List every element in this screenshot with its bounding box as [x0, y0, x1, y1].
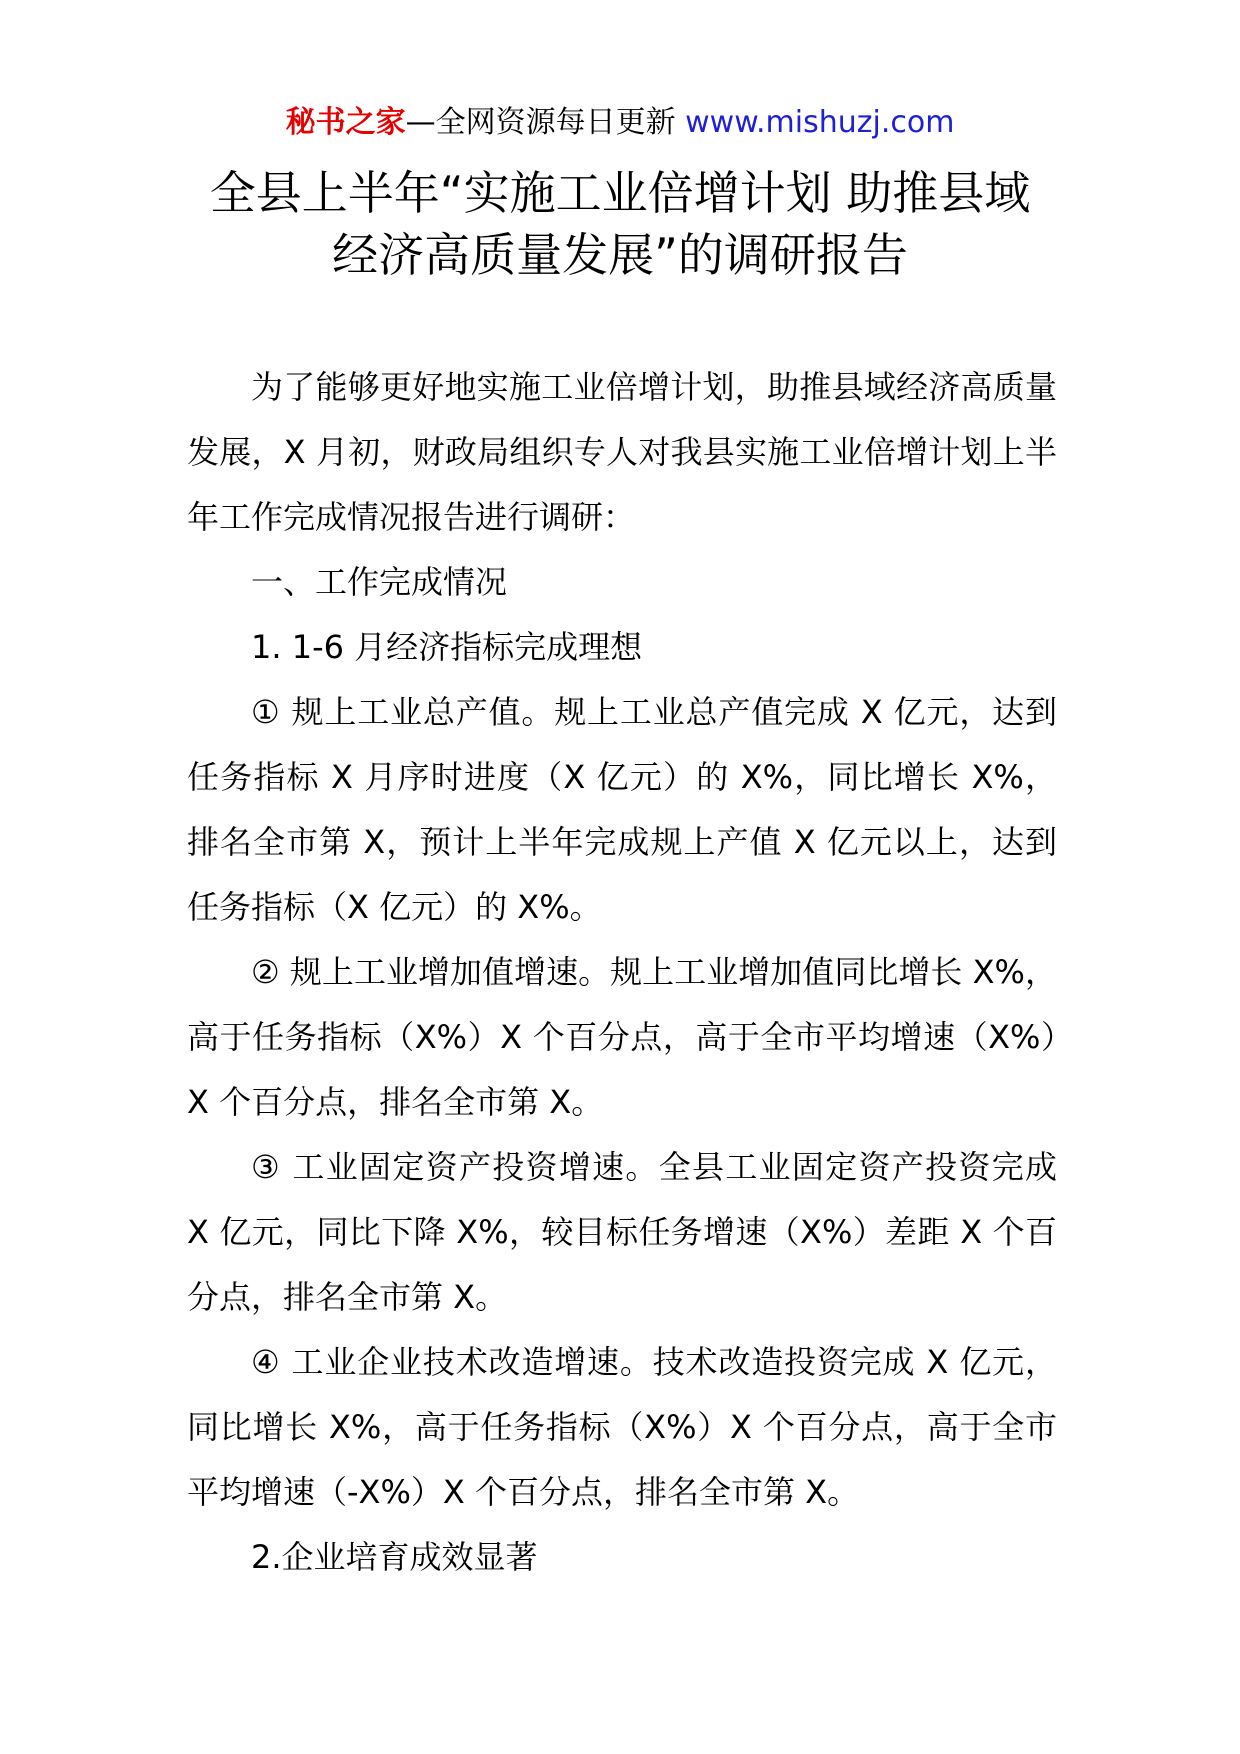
title-line-2: 经济高质量发展”的调研报告 — [332, 228, 908, 282]
subheading-enterprise-cultivation: 2.企业培育成效显著 — [251, 1538, 538, 1576]
subheading-economic-indicators: 1. 1-6 月经济指标完成理想 — [251, 628, 643, 666]
site-url-link[interactable]: www.mishuzj.com — [685, 105, 955, 140]
document-title — [150, 162, 1090, 286]
intro-paragraph: 为了能够更好地实施工业倍增计划，助推县域经济高质量发展，X 月初，财政局组织专人对我县实施工业倍增计划上半年工作完成情况报告进行调研： — [187, 368, 1057, 536]
paragraph-industrial-output: ① 规上工业总产值。规上工业总产值完成 X 亿元，达到任务指标 X 月序时进度（X 亿元）的 X%，同比增长 X%，排名全市第 X，预计上半年完成规上产值 X 亿元以上，达到任务指标（X 亿元）的 X%。 — [187, 693, 1057, 926]
section-heading-work-completion: 一、工作完成情况 — [251, 563, 508, 601]
document-body — [187, 355, 1057, 1590]
site-header — [0, 100, 1240, 146]
title-line-1: 全县上半年“实施工业倍增计划 助推县域 — [209, 166, 1031, 220]
paragraph-value-added-growth: ② 规上工业增加值增速。规上工业增加值同比增长 X%，高于任务指标（X%）X 个百分点，高于全市平均增速（X%）X 个百分点，排名全市第 X。 — [187, 953, 1057, 1121]
paragraph-technical-renovation: ④ 工业企业技术改造增速。技术改造投资完成 X 亿元，同比增长 X%，高于任务指标（X%）X 个百分点，高于全市平均增速（-X%）X 个百分点，排名全市第 X。 — [187, 1343, 1057, 1511]
brand-name: 秘书之家 — [285, 105, 406, 140]
paragraph-fixed-asset-investment: ③ 工业固定资产投资增速。全县工业固定资产投资完成 X 亿元，同比下降 X%，较目标任务增速（X%）差距 X 个百分点，排名全市第 X。 — [187, 1148, 1057, 1316]
header-tagline: —全网资源每日更新 — [405, 105, 676, 140]
